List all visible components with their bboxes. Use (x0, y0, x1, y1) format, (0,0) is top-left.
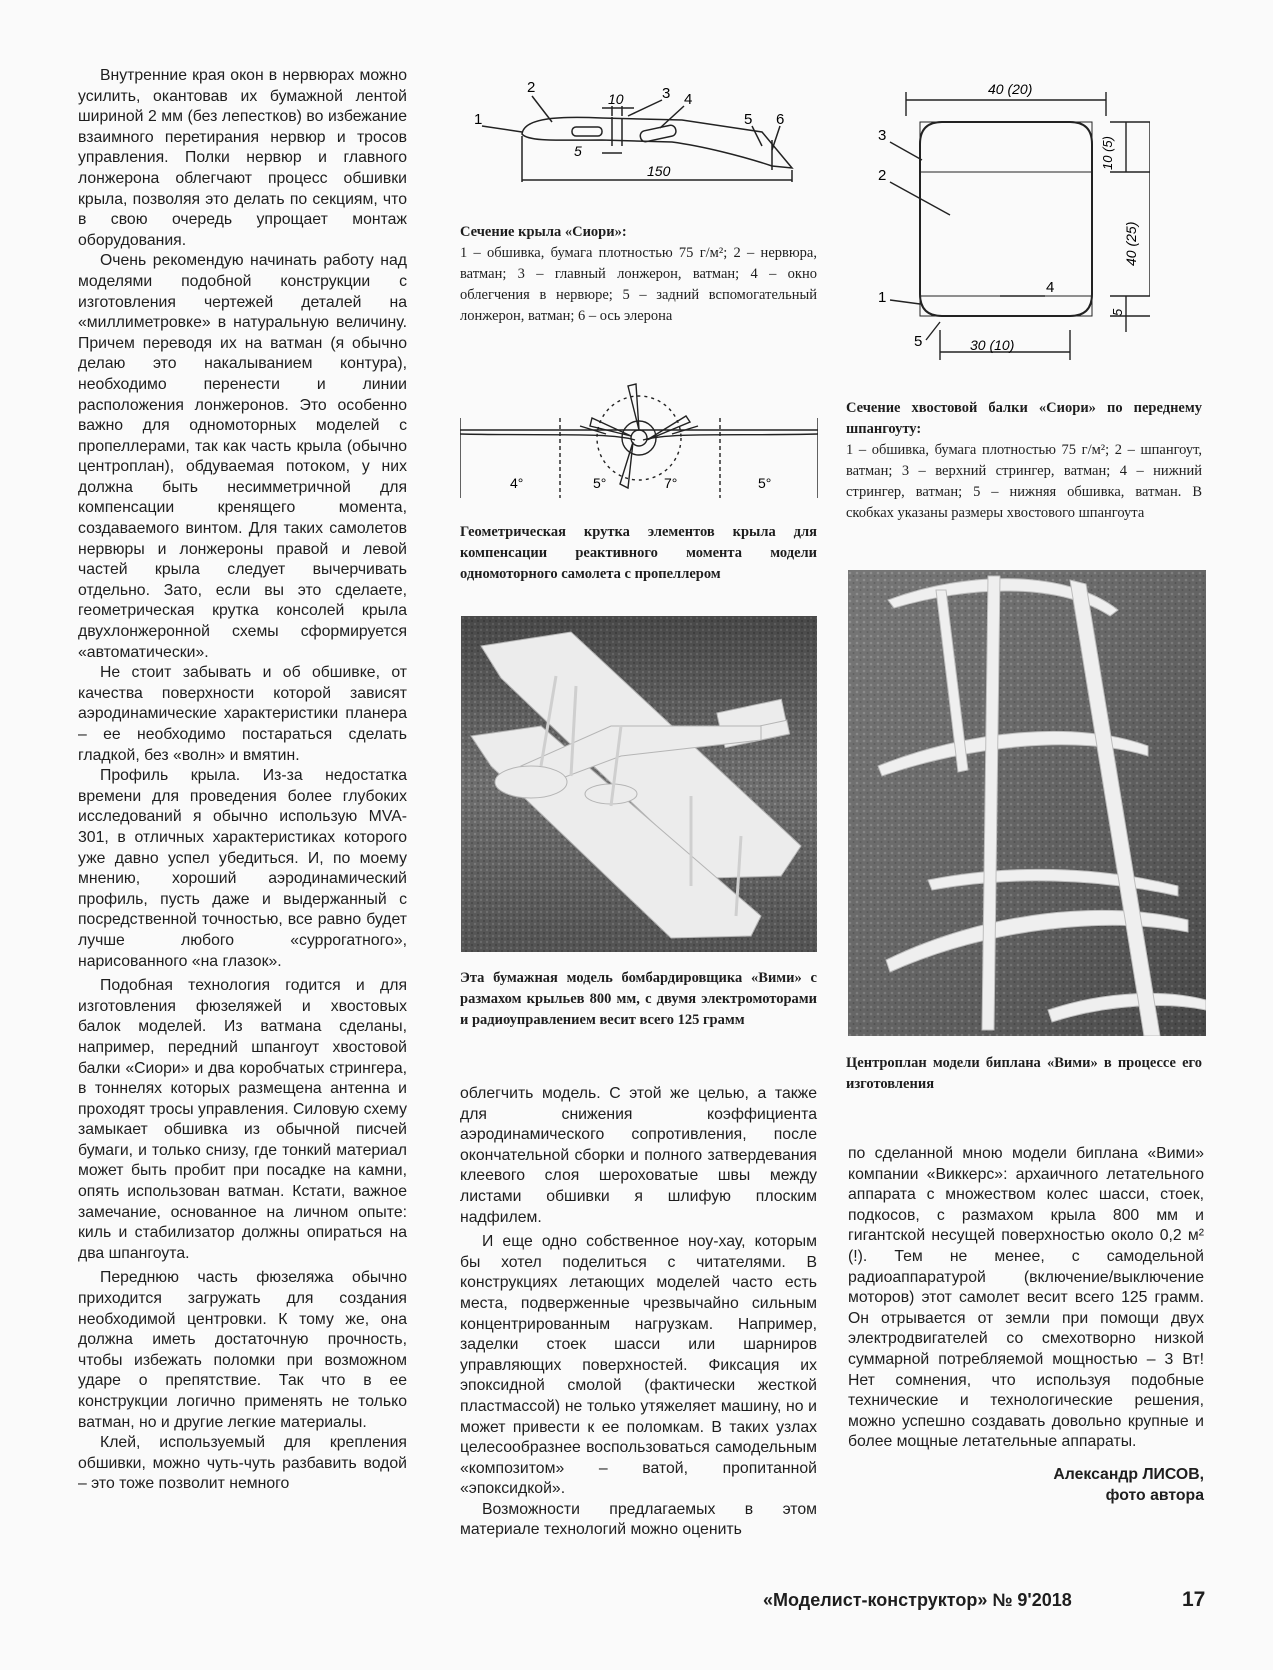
paragraph: облегчить модель. С этой же целью, а также для снижения коэффициента аэродинамического сопротивления, после окончательной сборки и полного затвердевания клеевого слоя шероховатые швы между листами обшивки я шлифую плоским надфилем. (460, 1085, 817, 1226)
magazine-title: «Моделист-конструктор» № 9'2018 (763, 1590, 1072, 1610)
boom-width-dim: 40 (20) (988, 81, 1033, 97)
paragraph: Переднюю часть фюзеляжа обычно приходится загружать для создания необходимой центровки. К тому же, она должна иметь достаточную прочность, чтобы избежать поломки при возможном ударе о препятствие. Так что в ее конструкции логично применять не только ватман, но и другие легкие материалы. (78, 1269, 407, 1431)
twist-angle-3: 7° (664, 475, 678, 491)
paragraph: Очень рекомендую начинать работу над моделями подобной конструкции с изготовления чертежей деталей на «миллиметровке» в натуральную величину. Причем переводя их на ватман (я обычно делаю это накалыванием контура), необходимо перенести и линии расположения лонжеронов. Это особенно важно для одномоторных моделей с пропеллерами, так как часть крыла (обычно центроплан), обдуваемая потоком, у них должна быть несимметричной для компенсации кренящего момента, создаваемого винтом. Для таких самолетов нервюры и лонжероны правой и левой частей крыла следует вычерчивать отдельно. Зато, если вы это сделаете, геометрическая крутка консолей крыла двухлонжеронной схемы сформируется «автоматически». (78, 252, 407, 661)
wing-section-caption (460, 222, 817, 327)
caption-text: 1 – обшивка, бумага плотностью 75 г/м²; 2 – нервюра, ватман; 3 – главный лонжерон, ватман; 4 – окно облегчения в нервюре; 5 – задний вспомогательный лонжерон, ватман; 6 – ось элерона (460, 245, 817, 324)
column-1 (78, 66, 407, 1495)
boom-base-dim: 30 (10) (970, 337, 1015, 353)
vimy-model-photo (461, 616, 817, 952)
wing-dim-150: 150 (647, 163, 671, 179)
caption-text: Центроплан модели биплана «Вими» в процессе его изготовления (846, 1055, 1202, 1092)
boom-label-2: 2 (878, 167, 887, 184)
wing-label-1: 1 (474, 111, 483, 128)
column-2 (460, 1084, 817, 1541)
paragraph: Внутренние края окон в нервюрах можно усилить, окантовав их бумажной лентой шириной 2 мм (без лепестков) во избежание взаимного перетирания нервюр и тросов управления. Полки нервюр и главного лонжерона облегчают процесс обшивки крыла, позволяя это делать по секциям, что в свою очередь упрощает монтаж оборудования. (78, 67, 407, 249)
vimy-caption (460, 968, 817, 1031)
caption-title: Сечение хвостовой балки «Сиори» по переднему шпангоуту: (846, 400, 1202, 437)
paragraph: по сделанной мною модели биплана «Вими» компании «Виккерс»: архаичного летательного аппарата с множеством колес шасси, стоек, подкосов, с размахом крыла 800 мм и гигантской несущей поверхностью около 0,2 м² (!). Тем не менее, с самодельной радиоаппаратурой (включение/выключение моторов) этот самолет весит всего 125 грамм. Он отрывается от земли при помощи двух электродвигателей со смехотворно низкой суммарной потребляемой мощностью – 3 Вт! Нет сомнения, что используя подобные технические и технологические решения, можно успешно создавать довольно крупные и более мощные летательные аппараты. (848, 1145, 1204, 1451)
boom-label-1: 1 (878, 289, 887, 306)
centroplan-photo (848, 570, 1206, 1036)
caption-text: Геометрическая крутка элементов крыла для компенсации реактивного момента модели одномоторного самолета с пропеллером (460, 524, 817, 582)
boom-label-4: 4 (1046, 279, 1055, 296)
wing-label-5: 5 (744, 111, 753, 128)
caption-title: Сечение крыла «Сиори»: (460, 224, 627, 240)
page-number: 17 (1182, 1588, 1206, 1611)
tail-boom-section-diagram (860, 70, 1150, 370)
paragraph: Возможности предлагаемых в этом материале технологий можно оценить (460, 1500, 817, 1539)
boom-label-5: 5 (914, 333, 923, 350)
boom-height-dim: 40 (25) (1123, 221, 1139, 266)
paragraph: Не стоит забывать и об обшивке, от качества поверхности которой зависят аэродинамические характеристики планера – ее необходимо постараться сделать гладкой, без «волн» и вмятин. (78, 664, 407, 764)
wing-label-4: 4 (684, 91, 693, 108)
twist-angle-2: 5° (593, 475, 607, 491)
paragraph: Клей, используемый для крепления обшивки, можно чуть-чуть разбавить водой – это тоже позволит немного (78, 1434, 407, 1493)
wing-dim-10: 10 (608, 91, 624, 107)
wing-label-2: 2 (527, 79, 536, 96)
paragraph: И еще одно собственное ноу-хау, которым бы хотел поделиться с читателями. В конструкциях летающих моделей часто есть места, подверженные чрезвычайно сильным концентрированным нагрузкам. Например, заделки стоек шасси или шарниров управляющих поверхностей. Фиксация их эпоксидной смолой (фактически жесткой пластмассой) не только утяжеляет машину, но и может привести к ее поломкам. В таких узлах целесообразнее воспользоваться самодельным «композитом» – ватой, пропитанной «эпоксидкой». (460, 1233, 817, 1498)
paragraph: Подобная технология годится и для изготовления фюзеляжей и хвостовых балок моделей. Из ватмана сделаны, например, передний шпангоут хвостовой балки «Сиори» и два коробчатых стрингера, в тоннелях которых размещена антенна и проходят тросы управления. Силовую схему замыкает обшивка из обычной писчей бумаги, и только снизу, где тонкий материал может быть пробит при посадке на камни, опять использован ватман. Кстати, важное замечание, основанное на личном опыте: киль и стабилизатор должны опираться на два шпангоута. (78, 977, 407, 1262)
wing-twist-diagram (460, 378, 818, 506)
author-note: фото автора (1105, 1486, 1204, 1504)
twist-caption (460, 522, 817, 585)
caption-text: Эта бумажная модель бомбардировщика «Вими» с размахом крыльев 800 мм, с двумя электромоторами и радиоуправлением весит всего 125 грамм (460, 970, 817, 1028)
wing-dim-5: 5 (574, 143, 582, 159)
twist-angle-1: 4° (510, 475, 524, 491)
tail-boom-caption (846, 398, 1202, 524)
wing-label-3: 3 (662, 85, 671, 102)
boom-label-3: 3 (878, 127, 887, 144)
paragraph: Профиль крыла. Из-за недостатка времени для проведения более глубоких исследований я обычно использую MVA-301, в отличных характеристиках которого уже давно успел убедиться. И, по моему мнению, хороший аэродинамический профиль, пусть даже и выдержанный с посредственной точностью, все равно будет лучше любого «суррогатного», нарисованного «на глазок». (78, 767, 407, 970)
author-name: Александр ЛИСОВ, (1053, 1465, 1204, 1483)
caption-text: 1 – обшивка, бумага плотностью 75 г/м²; 2 – шпангоут, ватман; 3 – верхний стрингер, ватман; 4 – нижний стрингер, ватман; 5 – нижняя обшивка, ватман. В скобках указаны размеры хвостового шпангоута (846, 442, 1202, 521)
wing-label-6: 6 (776, 111, 785, 128)
wing-section-diagram (462, 70, 822, 200)
boom-bottom-dim: 5 (1110, 308, 1125, 316)
twist-angle-4: 5° (758, 475, 772, 491)
column-3 (848, 1144, 1204, 1506)
centroplan-caption (846, 1053, 1202, 1095)
boom-top-dim: 10 (5) (1100, 136, 1115, 170)
